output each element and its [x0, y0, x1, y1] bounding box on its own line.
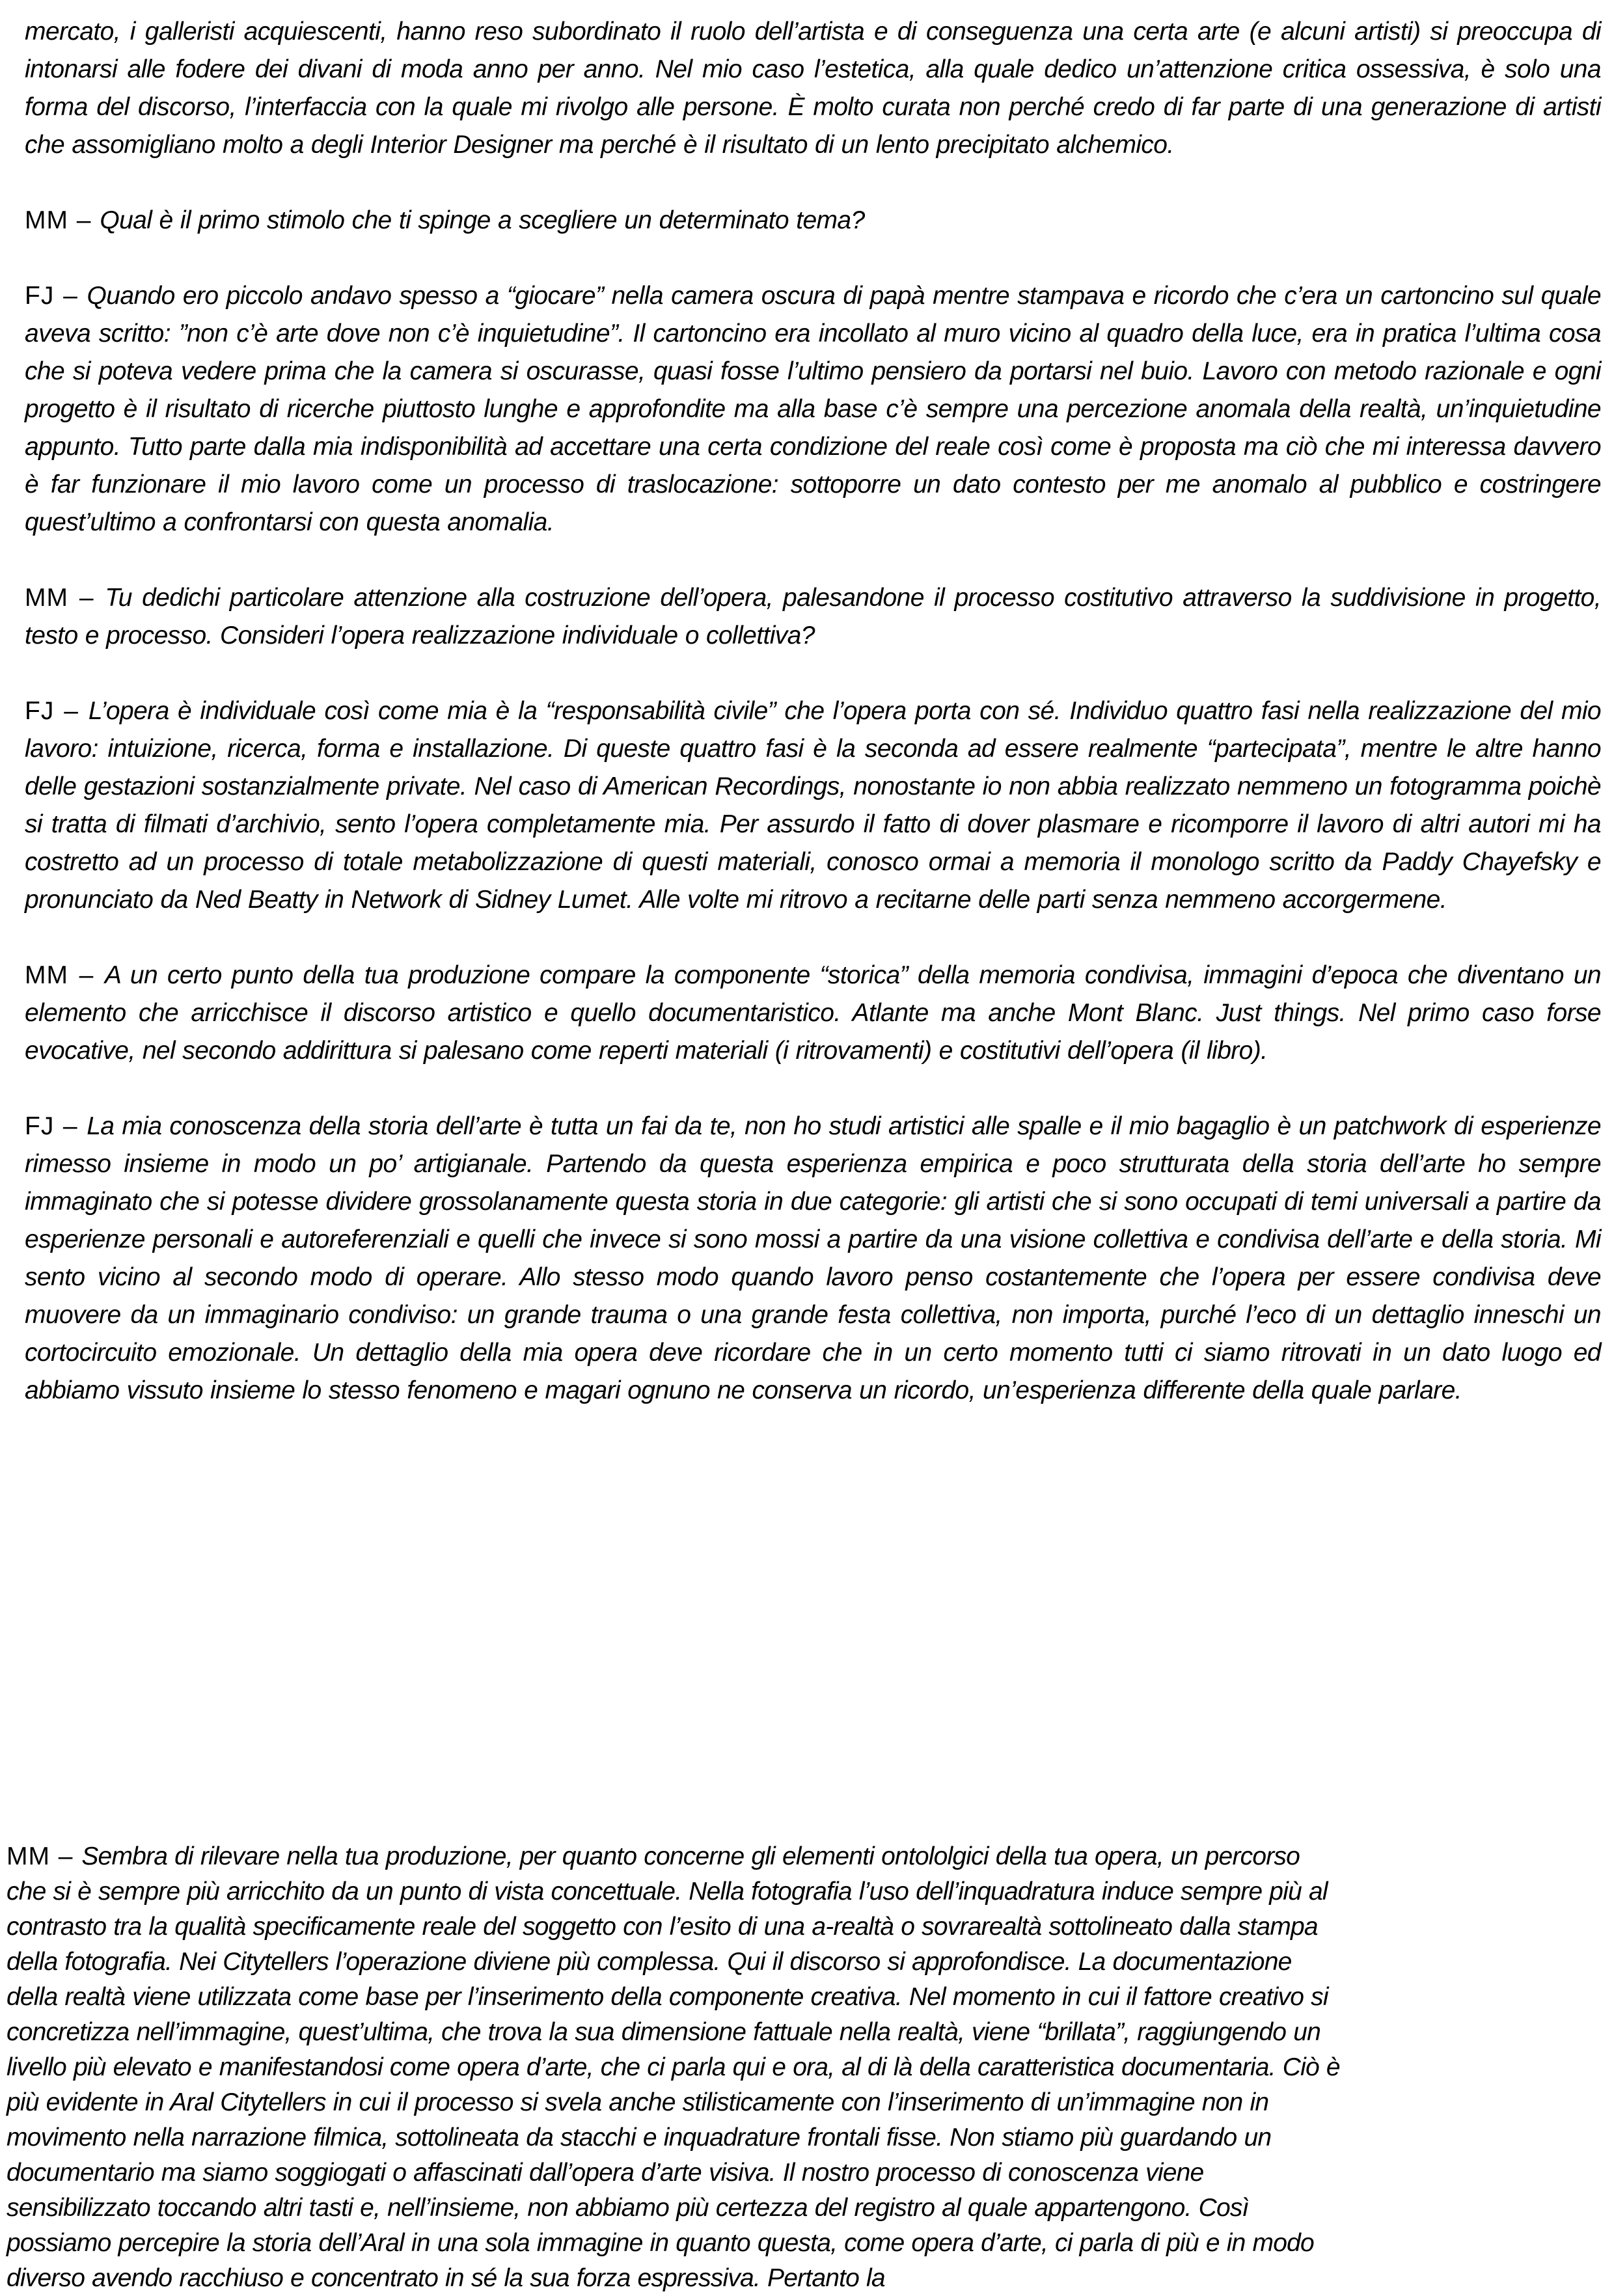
- paragraph-text: A un certo punto della tua produzione compare la componente “storica” della memoria condivisa, immagini d’epoca che diventano un elemento che arricchisce il discorso artistico e quello documentaristico. Atlante ma anche Mont Blanc. Just things. Nel primo caso forse evocative, nel secondo addirittura si palesano come reperti materiali (i ritrovamenti) e costitutivi dell’opera (il libro).: [25, 961, 1602, 1065]
- answer-fj-3: [25, 1108, 1601, 1410]
- paragraph-gap: [25, 919, 1601, 957]
- text-line: contrasto tra la qualità specificamente reale del soggetto con l’esito di una a-realtà o sovrarealtà sottolineato dalla stampa: [7, 1913, 1318, 1941]
- speaker-label: MM –: [7, 1842, 82, 1870]
- text-line: documentario ma siamo soggiogati o affascinati dall’opera d’arte visiva. Il nostro processo di conoscenza viene: [7, 2159, 1204, 2187]
- question-mm-4: [7, 1839, 1598, 2296]
- answer-fj-2: [25, 692, 1601, 919]
- text-line: livello più elevato e manifestandosi come opera d’arte, che ci parla qui e ora, al di là della caratteristica documentaria. Ciò è: [7, 2053, 1340, 2081]
- paragraph-gap: [25, 239, 1601, 277]
- text-line: più evidente in Aral Citytellers in cui il processo si svela anche stilisticamente con l’inserimento di un’immagine non in: [7, 2088, 1269, 2116]
- speaker-label: FJ –: [25, 282, 87, 310]
- text-line: diverso avendo racchiuso e concentrato in sé la sua forza espressiva. Pertanto la: [7, 2264, 885, 2292]
- text-line: della fotografia. Nei Citytellers l’operazione diviene più complessa. Qui il discorso si approfondisce. La documentazione: [7, 1948, 1292, 1976]
- text-line: concretizza nell’immagine, quest’ultima, che trova la sua dimensione fattuale nella realtà, viene “brillata”, raggiungendo un: [7, 2018, 1321, 2046]
- paragraph-text: La mia conoscenza della storia dell’arte è tutta un fai da te, non ho studi artistici alle spalle e il mio bagaglio è un patchwork di esperienze rimesso insieme in modo un po’ artigianale. Partendo da questa esperienza empirica e poco strutturata della storia dell’arte ho sempre immaginato che si potesse dividere grossolanamente questa storia in due categorie: gli artisti che si sono occupati di temi universali a partire da esperienze personali e autoreferenziali e quelli che invece si sono mossi a partire da una visione collettiva e condivisa dell’arte e della storia. Mi sento vicino al secondo modo di operare. Allo stesso modo quando lavoro penso costantemente che l’opera per essere condivisa deve muovere da un immaginario condiviso: un grande trauma o una grande festa collettiva, non importa, purché l’eco di un dettaglio inneschi un cortocircuito emozionale. Un dettaglio della mia opera deve ricordare che in un certo momento tutti ci siamo ritrovati in un dato luogo ed abbiamo vissuto insieme lo stesso fenomeno e magari ognuno ne conserva un ricordo, un’esperienza differente della quale parlare.: [25, 1112, 1601, 1404]
- question-mm-1: [25, 202, 1601, 239]
- text-line: della realtà viene utilizzata come base per l’inserimento della componente creativa. Nel momento in cui il fattore creativo si: [7, 1983, 1328, 2011]
- speaker-label: MM –: [25, 961, 105, 989]
- paragraph-gap: [25, 541, 1601, 579]
- paragraph-fj-continued: [25, 13, 1601, 164]
- speaker-label: FJ –: [25, 1112, 87, 1140]
- paragraph-text: Quando ero piccolo andavo spesso a “giocare” nella camera oscura di papà mentre stampava e ricordo che c’era un cartoncino sul quale aveva scritto: ”non c’è arte dove non c’è inquietudine”. Il cartoncino era incollato al muro vicino al quadro della luce, era in pratica l’ultima cosa che si poteva vedere prima che la camera si oscurasse, quasi fosse l’ultimo pensiero da portarsi nel buio. Lavoro con metodo razionale e ogni progetto è il risultato di ricerche piuttosto lunghe e approfondite ma alla base c’è sempre una percezione anomala della realtà, un’inquietudine appunto. Tutto parte dalla mia indisponibilità ad accettare una certa condizione del reale così come è proposta ma ciò che mi interessa davvero è far funzionare il mio lavoro come un processo di traslocazione: sottoporre un dato contesto per me anomalo al pubblico e costringere quest’ultimo a confrontarsi con questa anomalia.: [25, 282, 1601, 536]
- text-line: movimento nella narrazione filmica, sottolineata da stacchi e inquadrature frontali fisse. Non stiamo più guardando un: [7, 2124, 1272, 2152]
- paragraph-text: Tu dedichi particolare attenzione alla costruzione dell’opera, palesandone il processo costitutivo attraverso la suddivisione in progetto, testo e processo. Consideri l’opera realizzazione individuale o collettiva?: [25, 584, 1601, 649]
- text-line: sensibilizzato toccando altri tasti e, nell’insieme, non abbiamo più certezza del registro al quale appartengono. Così: [7, 2194, 1249, 2222]
- paragraph-gap: [25, 164, 1601, 202]
- final-paragraph-lines: [7, 1842, 1340, 2292]
- paragraph-text: Qual è il primo stimolo che ti spinge a scegliere un determinato tema?: [100, 206, 865, 234]
- question-mm-2: [25, 579, 1601, 655]
- paragraph-gap: [25, 1070, 1601, 1108]
- speaker-label: MM –: [25, 206, 100, 234]
- text-line: Sembra di rilevare nella tua produzione, per quanto concerne gli elementi ontololgici della tua opera, un percorso: [81, 1842, 1300, 1870]
- document-page: [25, 13, 1601, 1410]
- answer-fj-1: [25, 277, 1601, 541]
- final-paragraph: [7, 1839, 1598, 2296]
- text-line: che si è sempre più arricchito da un punto di vista concettuale. Nella fotografia l’uso dell’inquadratura induce sempre più al: [7, 1878, 1328, 1906]
- speaker-label: FJ –: [25, 697, 89, 725]
- paragraph-text: L’opera è individuale così come mia è la “responsabilità civile” che l’opera porta con sé. Individuo quattro fasi nella realizzazione del mio lavoro: intuizione, ricerca, forma e installazione. Di queste quattro fasi è la seconda ad essere realmente “partecipata”, mentre le altre hanno delle gestazioni sostanzialmente private. Nel caso di American Recordings, nonostante io non abbia realizzato nemmeno un fotogramma poichè si tratta di filmati d’archivio, sento l’opera completamente mia. Per assurdo il fatto di dover plasmare e ricomporre il lavoro di altri autori mi ha costretto ad un processo di totale metabolizzazione di questi materiali, conosco ormai a memoria il monologo scritto da Paddy Chayefsky e pronunciato da Ned Beatty in Network di Sidney Lumet. Alle volte mi ritrovo a recitarne delle parti senza nemmeno accorgermene.: [25, 697, 1601, 914]
- question-mm-3: [25, 957, 1601, 1070]
- paragraph-gap: [25, 655, 1601, 692]
- text-line: possiamo percepire la storia dell’Aral in una sola immagine in quanto questa, come opera d’arte, ci parla di più e in modo: [7, 2229, 1314, 2257]
- speaker-label: MM –: [25, 584, 105, 612]
- paragraph-text: mercato, i galleristi acquiescenti, hanno reso subordinato il ruolo dell’artista e di conseguenza una certa arte (e alcuni artisti) si preoccupa di intonarsi alle fodere dei divani di moda anno per anno. Nel mio caso l’estetica, alla quale dedico un’attenzione critica ossessiva, è solo una forma del discorso, l’interfaccia con la quale mi rivolgo alle persone. È molto curata non perché credo di far parte di una generazione di artisti che assomigliano molto a degli Interior Designer ma perché è il risultato di un lento precipitato alchemico.: [25, 18, 1601, 159]
